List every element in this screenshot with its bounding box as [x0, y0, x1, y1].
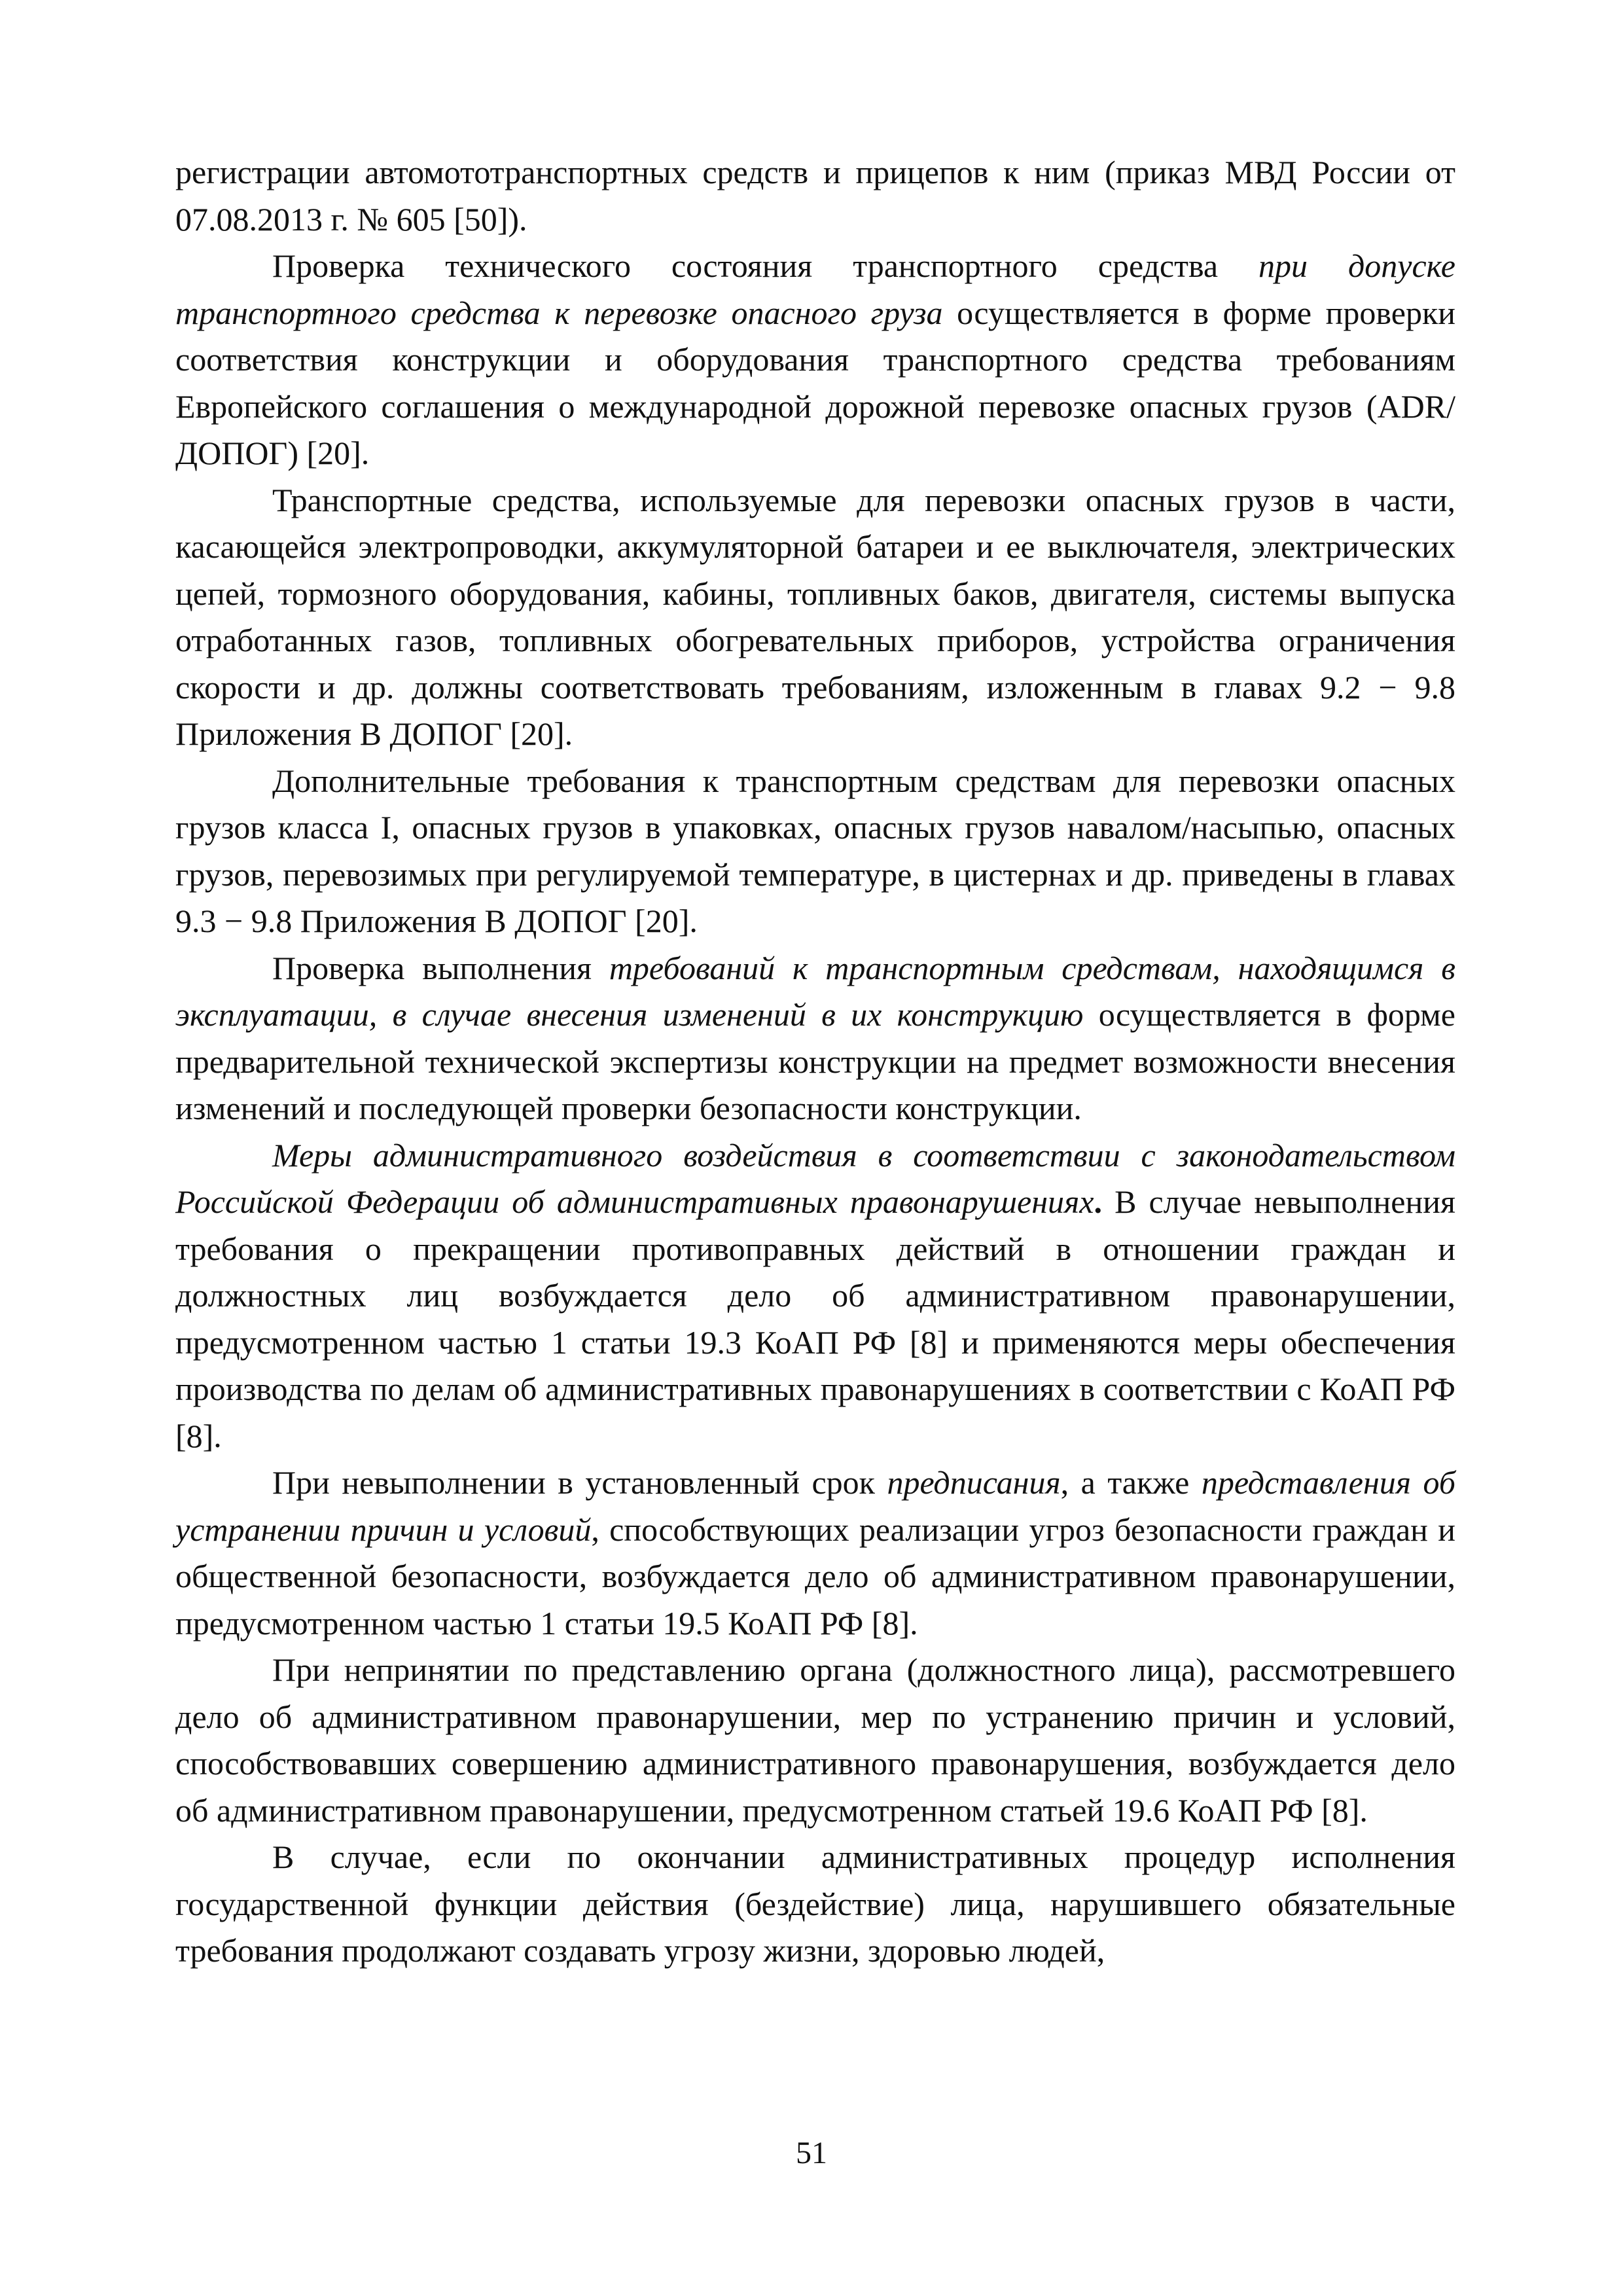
- paragraph-text: осуществляется в форме предварительной технической экспертизы конструкции на предмет возможности внесения изменений и последующей проверки безопасности конструкции.: [175, 996, 1455, 1126]
- italic-emphasis: при допуске транспортного средства к перевозке опасного груза: [175, 247, 1456, 331]
- paragraph-text: , способствующих реализации угроз безопасности граждан и общественной безопасности, возбуждается дело об административном правонарушении, предусмотренном частью 1 статьи 19.5 КоАП РФ [8].: [175, 1511, 1455, 1641]
- paragraph-continuing-threat: В случае, если по окончании административных процедур исполнения государственной функции действия (бездействие) лица, нарушившего обязательные требования продолжают создавать угрозу жизни, здоровью людей,: [175, 1839, 1455, 1969]
- paragraph-vehicle-requirements: Транспортные средства, используемые для перевозки опасных грузов в части, касающейся электропроводки, аккумуляторной батареи и ее выключателя, электрических цепей, тормозного оборудования, кабины, топливных баков, двигателя, системы выпуска отработанных газов, топливных обогревательных приборов, устройства ограничения скорости и др. должны соответствовать требованиям, изложенным в главах 9.2 − 9.8 Приложения В ДОПОГ [20].: [175, 481, 1455, 752]
- italic-emphasis: требований к транспортным средствам, находящимся в эксплуатации, в случае внесения изменений в их конструкцию: [175, 949, 1455, 1033]
- paragraph-text: Проверка выполнения: [272, 949, 609, 986]
- body-text: [175, 149, 1455, 1975]
- page-number: 51: [796, 2136, 827, 2170]
- paragraph-technical-inspection-dangerous-goods: [175, 243, 1455, 477]
- paragraph-order-non-compliance: [175, 1460, 1455, 1647]
- bold-period: .: [1094, 1183, 1102, 1220]
- paragraph-text: осуществляется в форме проверки соответствия конструкции и оборудования транспортного средства требованиям Европейского соглашения о международной дорожной перевозке опасных грузов (ADR/ДОПОГ) [20].: [175, 294, 1455, 471]
- paragraph-design-changes-inspection: [175, 945, 1455, 1132]
- italic-emphasis: представления об устранении причин и условий: [175, 1464, 1455, 1548]
- italic-emphasis: предписания: [887, 1464, 1061, 1501]
- paragraph-administrative-measures: [175, 1132, 1455, 1460]
- italic-emphasis: Меры административного воздействия в соответствии с законодательством Российской Федерации об административных правонарушениях: [175, 1136, 1455, 1220]
- paragraph-continuation: регистрации автомототранспортных средств и прицепов к ним (приказ МВД России от 07.08.2013 г. № 605 [50]).: [175, 154, 1455, 238]
- paragraph-text: , а также: [1060, 1464, 1202, 1501]
- paragraph-additional-requirements: Дополнительные требования к транспортным средствам для перевозки опасных грузов класса I, опасных грузов в упаковках, опасных грузов навалом/насыпью, опасных грузов, перевозимых при регулируемой температуре, в цистернах и др. приведены в главах 9.3 − 9.8 Приложения В ДОПОГ [20].: [175, 762, 1455, 939]
- paragraph-text: При невыполнении в установленный срок: [272, 1464, 887, 1501]
- paragraph-text: В случае невыполнения требования о прекращении противоправных действий в отношении граждан и должностных лиц возбуждается дело об административном правонарушении, предусмотренном частью 1 статьи 19.3 КоАП РФ [8] и применяются меры обеспечения производства по делам об административных правонарушениях в соответствии с КоАП РФ [8].: [175, 1183, 1455, 1454]
- paragraph-text: Проверка технического состояния транспортного средства: [272, 247, 1259, 284]
- paragraph-failure-to-act: При непринятии по представлению органа (должностного лица), рассмотревшего дело об административном правонарушении, мер по устранению причин и условий, способствовавших совершению административного правонарушения, возбуждается дело об административном правонарушении, предусмотренном статьей 19.6 КоАП РФ [8].: [175, 1651, 1455, 1829]
